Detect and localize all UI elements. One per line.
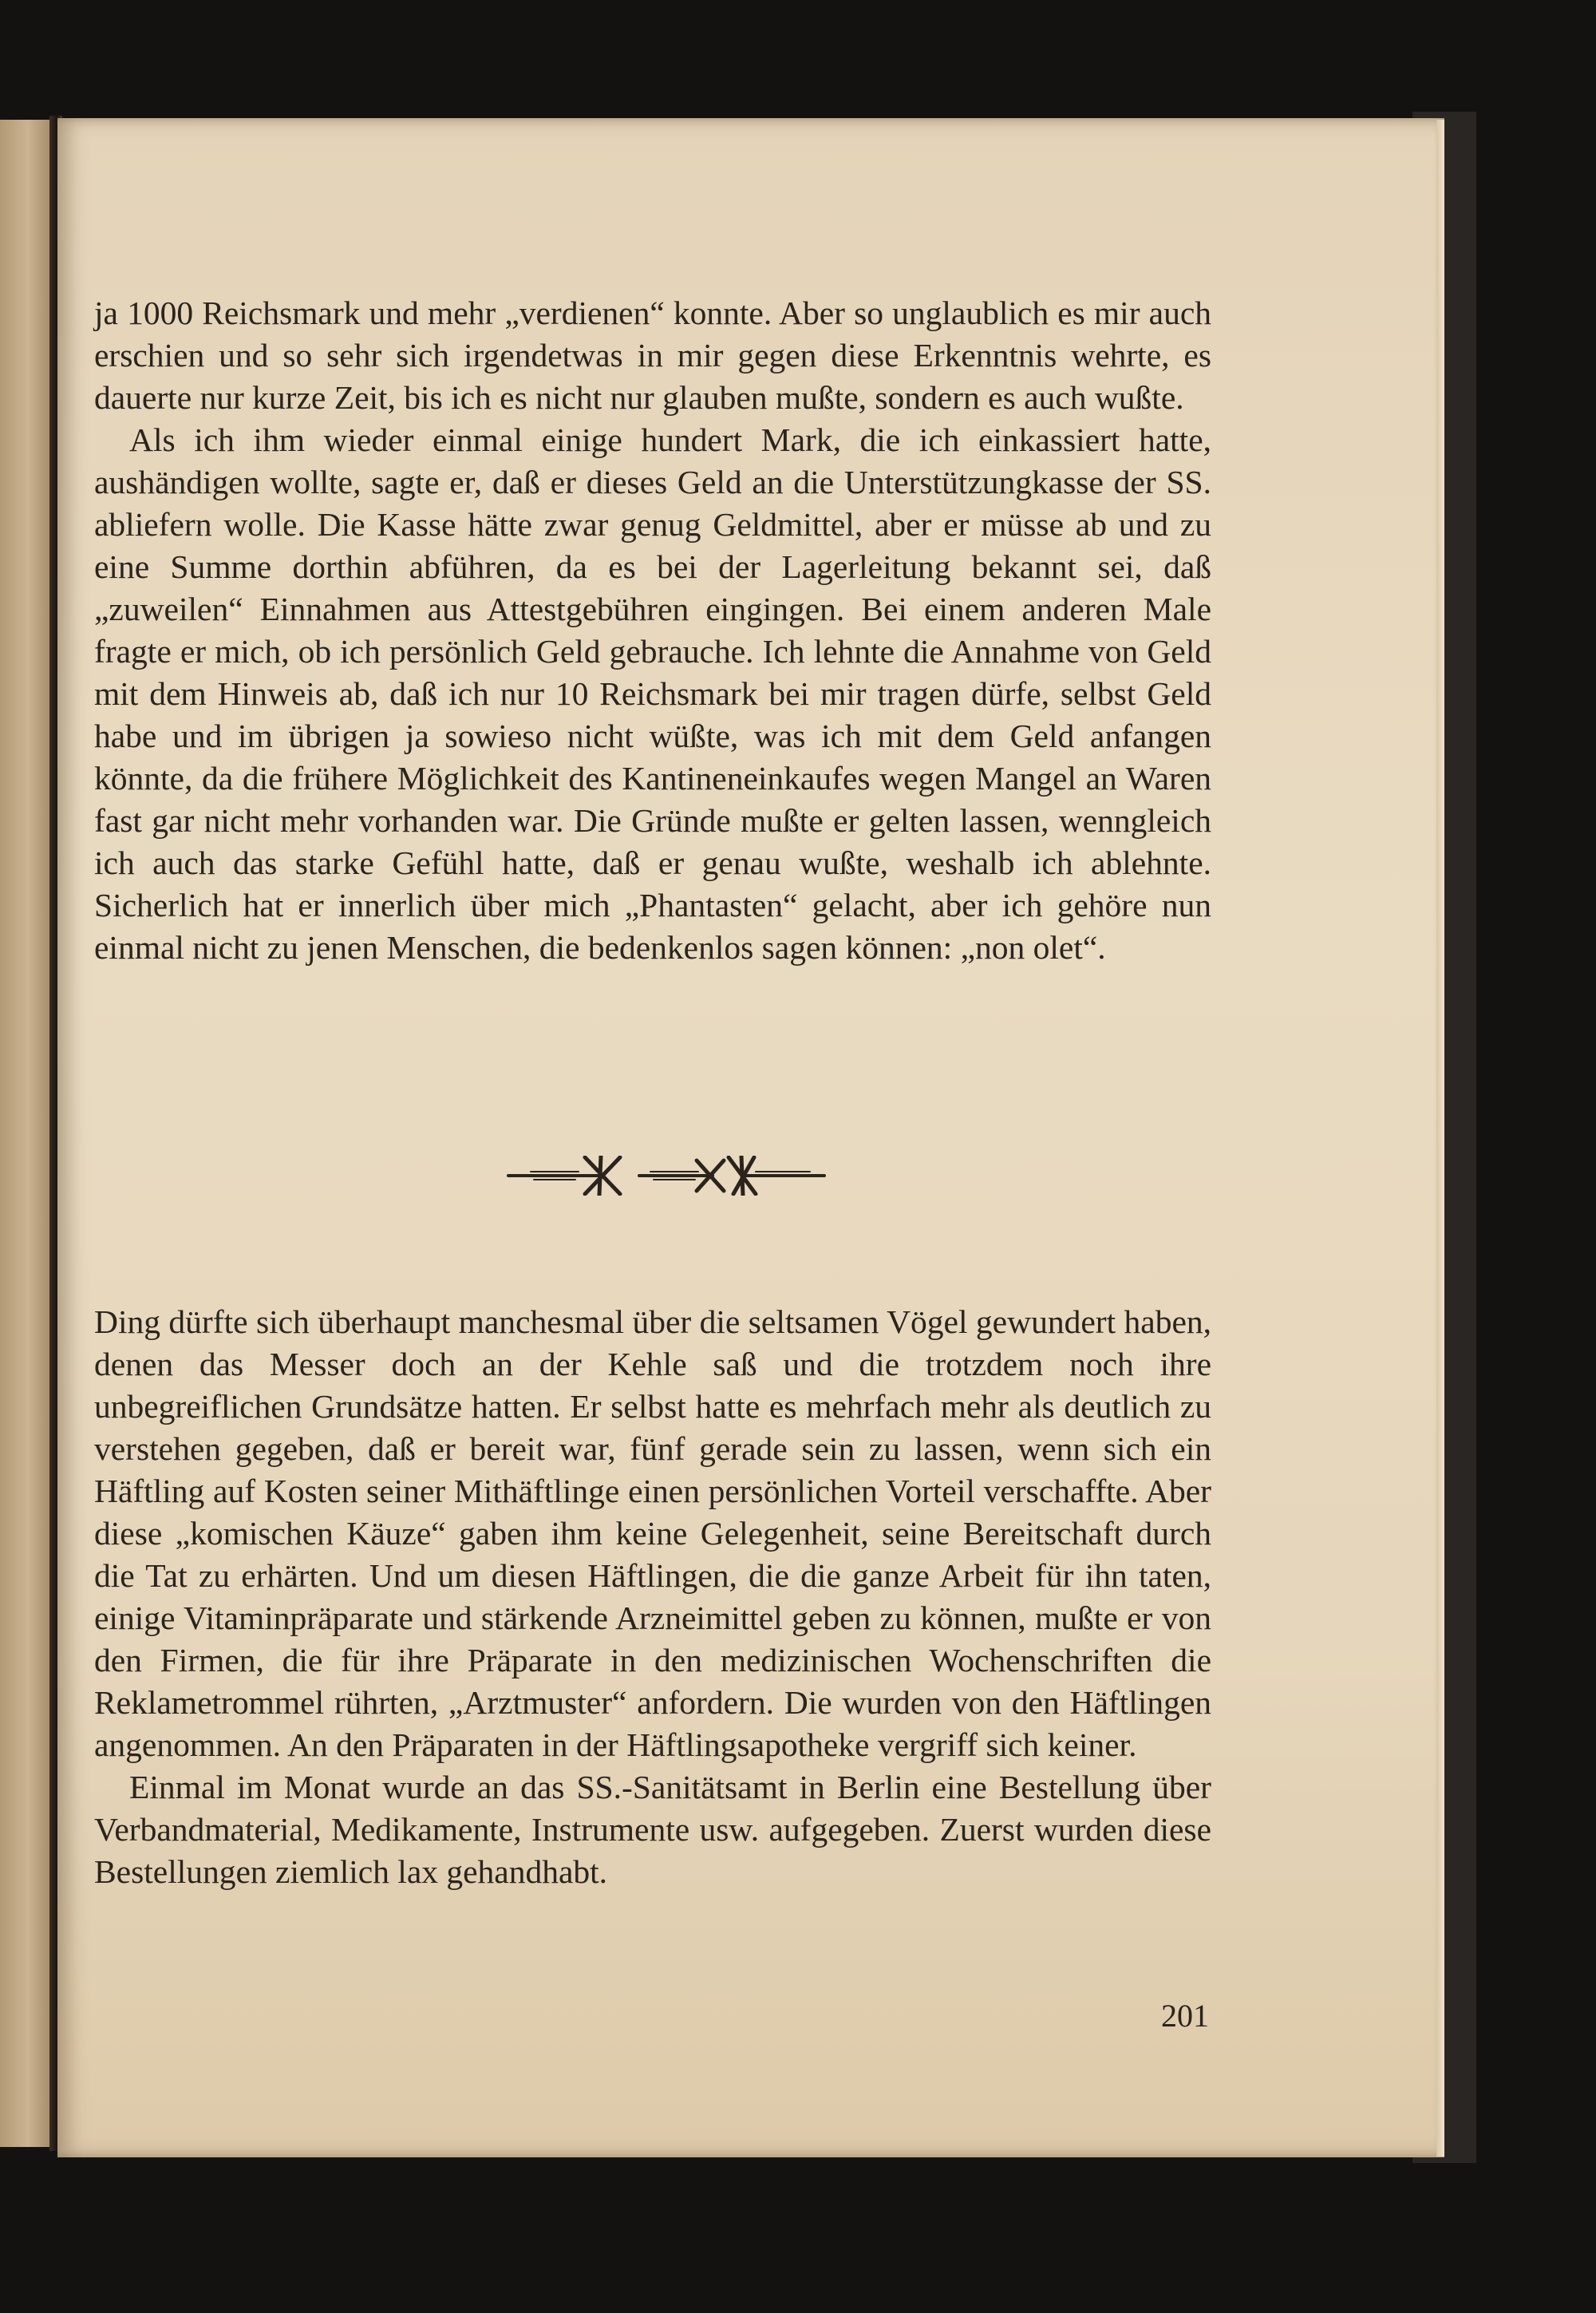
page-edge — [1436, 120, 1444, 2157]
section-ornament — [499, 1156, 834, 1196]
paragraph: Einmal im Monat wurde an das SS.-Sanitätsamt in Berlin eine Bestellung über Verbandmaterial, Medikamente, Instrumente usw. aufgegeben. Zuerst wurden diese Bestellungen ziemlich lax gehandhabt. — [94, 1769, 1211, 1890]
page-number: 201 — [1161, 1998, 1209, 2034]
paragraph: ja 1000 Reichsmark und mehr „verdienen“ konnte. Aber so unglaublich es mir auch erschien und so sehr sich irgendetwas in mir gegen diese Erkenntnis wehrte, es dauerte nur kurze Zeit, bis ich es nicht nur glauben mußte, sondern es auch wußte. — [94, 295, 1211, 416]
paragraph: Ding dürfte sich überhaupt manchesmal über die seltsamen Vögel gewundert haben, denen das Messer doch an der Kehle saß und die trotzdem noch ihre unbegreiflichen Grundsätze hatten. Er selbst hatte es mehrfach mehr als deutlich zu verstehen gegeben, daß er bereit war, fünf gerade sein zu lassen, wenn sich ein Häftling auf Kosten seiner Mithäftlinge einen persönlichen Vorteil verschaffte. Aber diese „komischen Käuze“ gaben ihm keine Gelegenheit, seine Bereitschaft durch die Tat zu erhärten. Und um diesen Häftlingen, die die ganze Arbeit für ihn taten, einige Vitaminpräparate und stärkende Arzneimittel geben zu können, mußte er von den Firmen, die für ihre Präparate in den medizinischen Wochenschriften die Reklametrommel rührten, „Arztmuster“ anfordern. Die wurden von den Häftlingen angenommen. An den Präparaten in der Häftlingsapotheke vergriff sich keiner. — [94, 1303, 1211, 1763]
text-section-2 — [94, 1301, 1211, 1893]
text-section-1 — [94, 292, 1211, 969]
left-page-edge — [0, 120, 56, 2147]
paragraph: Als ich ihm wieder einmal einige hundert Mark, die ich einkassiert hatte, aushändigen wollte, sagte er, daß er dieses Geld an die Unterstützungkasse der SS. abliefern wolle. Die Kasse hätte zwar genug Geldmittel, aber er müsse ab und zu eine Summe dorthin abführen, da es bei der Lagerleitung bekannt sei, daß „zuweilen“ Einnahmen aus Attestgebühren eingingen. Bei einem anderen Male fragte er mich, ob ich persönlich Geld gebrauche. Ich lehnte die Annahme von Geld mit dem Hinweis ab, daß ich nur 10 Reichsmark bei mir tragen dürfe, selbst Geld habe und im übrigen ja sowieso nicht wüßte, was ich mit dem Geld anfangen könnte, da die frühere Möglichkeit des Kantineneinkaufes wegen Mangel an Waren fast gar nicht mehr vorhanden war. Die Gründe mußte er gelten lassen, wenngleich ich auch das starke Gefühl hatte, daß er genau wußte, weshalb ich ablehnte. Sicherlich hat er innerlich über mich „Phantasten“ gelacht, aber ich gehöre nun einmal nicht zu jenen Menschen, die bedenkenlos sagen können: „non olet“. — [94, 421, 1211, 966]
